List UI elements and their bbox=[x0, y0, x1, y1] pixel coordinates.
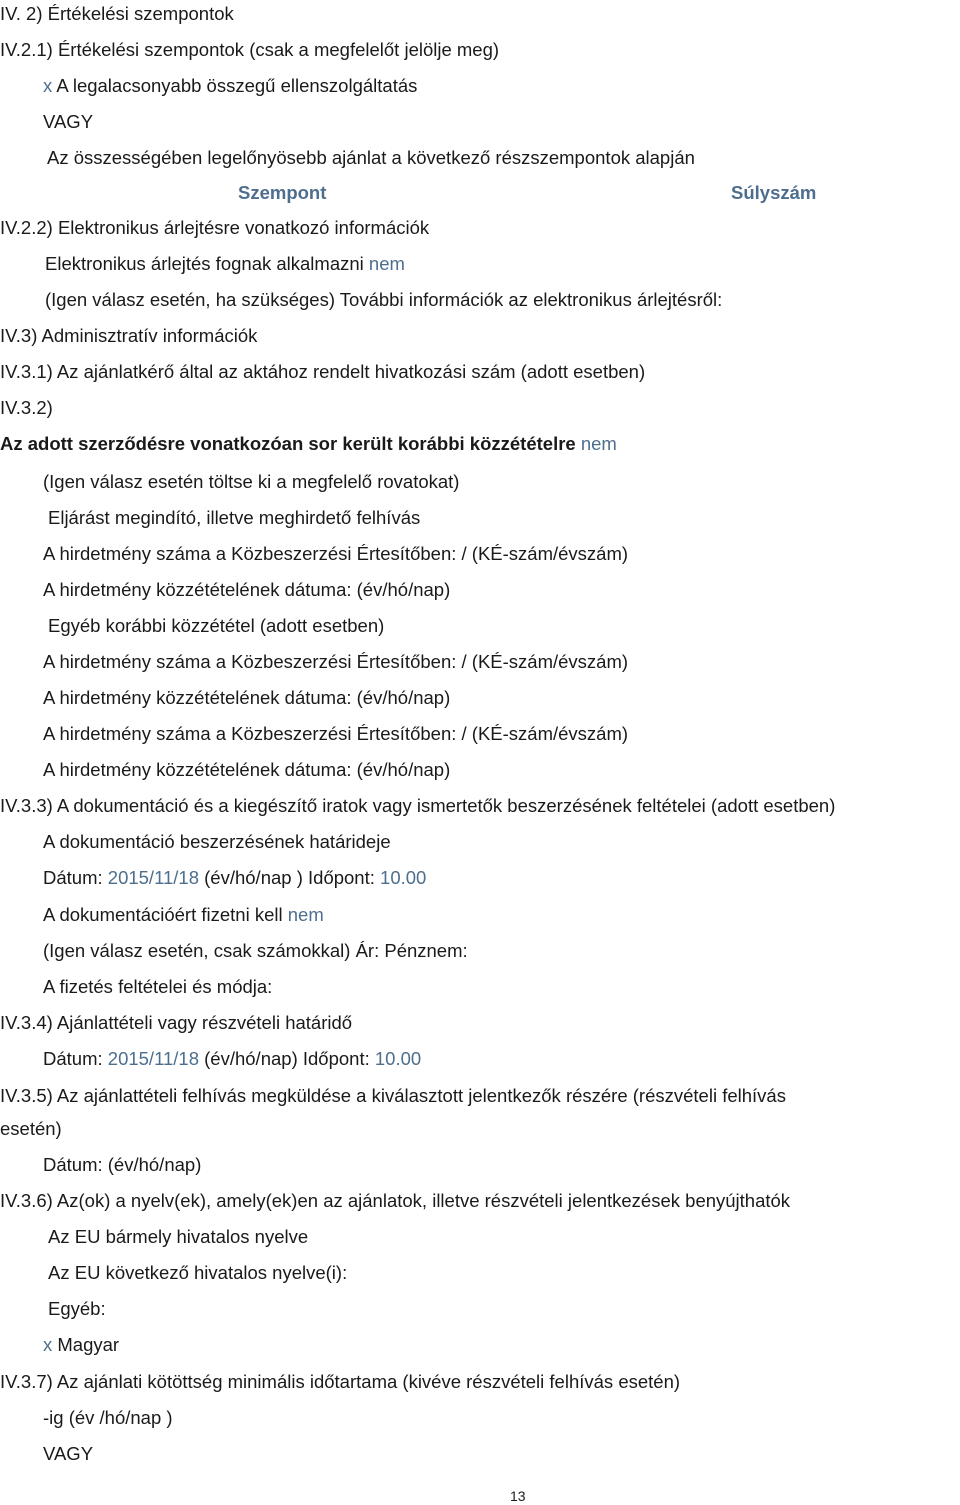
page-number: 13 bbox=[510, 1488, 526, 1504]
date-value: 2015/11/18 bbox=[107, 867, 199, 888]
time-value: 10.00 bbox=[374, 1048, 422, 1069]
previous-publication-hint: (Igen válasz esetén töltse ki a megfelelő rovatokat) bbox=[43, 471, 460, 492]
date-format: (év/hó/nap ) bbox=[204, 867, 303, 888]
doc-payment-label: A dokumentációért fizetni kell bbox=[43, 904, 283, 925]
e-auction-line bbox=[45, 252, 405, 276]
doc-price-line: (Igen válasz esetén, csak számokkal) Ár: Pénznem: bbox=[43, 940, 468, 961]
selected-mark: x bbox=[43, 1334, 53, 1355]
doc-deadline-date-line bbox=[43, 866, 426, 890]
iv35-date: Dátum: (év/hó/nap) bbox=[43, 1154, 202, 1175]
time-value: 10.00 bbox=[380, 867, 427, 888]
section-iv32-heading: IV.3.2) bbox=[0, 397, 53, 418]
column-header-sulyszam: Súlyszám bbox=[731, 182, 817, 203]
section-iv35-heading: IV.3.5) Az ajánlattételi felhívás megküldése a kiválasztott jelentkezők részére (részvételi felhívás bbox=[0, 1085, 786, 1106]
section-iv35-heading-cont: esetén) bbox=[0, 1118, 62, 1139]
date-label: Dátum: bbox=[43, 1048, 103, 1069]
section-iv22-heading: IV.2.2) Elektronikus árlejtésre vonatkozó információk bbox=[0, 217, 430, 238]
section-iv37-heading: IV.3.7) Az ajánlati kötöttség minimális időtartama (kivéve részvételi felhívás esetén) bbox=[0, 1371, 681, 1392]
section-iv2-heading: IV. 2) Értékelési szempontok bbox=[0, 3, 234, 24]
previous-publication-label: Az adott szerződésre vonatkozóan sor került korábbi közzétételre bbox=[0, 433, 576, 454]
submission-deadline-line bbox=[43, 1047, 421, 1071]
doc-payment-line bbox=[43, 903, 324, 927]
date-format: (év/hó/nap) bbox=[204, 1048, 298, 1069]
section-iv33-heading: IV.3.3) A dokumentáció és a kiegészítő iratok vagy ismertetők beszerzésének feltételei (adott esetben) bbox=[0, 795, 836, 816]
notice-date-2: A hirdetmény közzétételének dátuma: (év/hó/nap) bbox=[43, 687, 451, 708]
date-label: Dátum: bbox=[43, 867, 103, 888]
criterion-lowest-price bbox=[43, 74, 417, 98]
notice-number-2: A hirdetmény száma a Közbeszerzési Értesítőben: / (KÉ-szám/évszám) bbox=[43, 651, 629, 672]
notice-number-1: A hirdetmény száma a Közbeszerzési Értesítőben: / (KÉ-szám/évszám) bbox=[43, 543, 629, 564]
section-iv34-heading: IV.3.4) Ajánlattételi vagy részvételi határidő bbox=[0, 1012, 353, 1033]
e-auction-label: Elektronikus árlejtés fognak alkalmazni bbox=[45, 253, 364, 274]
language-following: Az EU következő hivatalos nyelve(i): bbox=[48, 1262, 348, 1283]
e-auction-info: (Igen válasz esetén, ha szükséges) További információk az elektronikus árlejtésről: bbox=[45, 289, 723, 310]
or-separator: VAGY bbox=[43, 111, 94, 132]
notice-date-1: A hirdetmény közzétételének dátuma: (év/hó/nap) bbox=[43, 579, 451, 600]
criterion-best-value: Az összességében legelőnyösebb ajánlat a következő részszempontok alapján bbox=[47, 147, 695, 168]
or-separator: VAGY bbox=[43, 1443, 94, 1464]
language-any: Az EU bármely hivatalos nyelve bbox=[48, 1226, 309, 1247]
date-value: 2015/11/18 bbox=[107, 1048, 199, 1069]
time-label: Időpont: bbox=[302, 1048, 370, 1069]
section-iv36-heading: IV.3.6) Az(ok) a nyelv(ek), amely(ek)en az ajánlatok, illetve részvételi jelentkezések benyújthatók bbox=[0, 1190, 791, 1211]
section-iv3-heading: IV.3) Adminisztratív információk bbox=[0, 325, 258, 346]
language-label: Magyar bbox=[57, 1334, 120, 1355]
e-auction-value: nem bbox=[368, 253, 405, 274]
section-iv21-heading: IV.2.1) Értékelési szempontok (csak a megfelelőt jelölje meg) bbox=[0, 39, 500, 60]
selected-mark: x bbox=[43, 75, 53, 96]
section-iv31-heading: IV.3.1) Az ajánlatkérő által az aktához rendelt hivatkozási szám (adott esetben) bbox=[0, 361, 646, 382]
doc-payment-value: nem bbox=[287, 904, 324, 925]
time-label: Időpont: bbox=[308, 867, 375, 888]
language-other: Egyéb: bbox=[48, 1298, 106, 1319]
previous-publication-value: nem bbox=[580, 433, 617, 454]
column-header-szempont: Szempont bbox=[238, 182, 327, 203]
validity-until-line: -ig (év /hó/nap ) bbox=[43, 1407, 173, 1428]
payment-terms-label: A fizetés feltételei és módja: bbox=[43, 976, 273, 997]
language-magyar bbox=[43, 1333, 119, 1357]
previous-publication-line bbox=[0, 432, 617, 456]
notice-date-3: A hirdetmény közzétételének dátuma: (év/hó/nap) bbox=[43, 759, 451, 780]
other-publication-label: Egyéb korábbi közzététel (adott esetben) bbox=[48, 615, 385, 636]
procedure-notice-label: Eljárást megindító, illetve meghirdető felhívás bbox=[48, 507, 421, 528]
criterion-label: A legalacsonyabb összegű ellenszolgáltatás bbox=[56, 75, 418, 96]
notice-number-3: A hirdetmény száma a Közbeszerzési Értesítőben: / (KÉ-szám/évszám) bbox=[43, 723, 629, 744]
doc-deadline-label: A dokumentáció beszerzésének határideje bbox=[43, 831, 391, 852]
